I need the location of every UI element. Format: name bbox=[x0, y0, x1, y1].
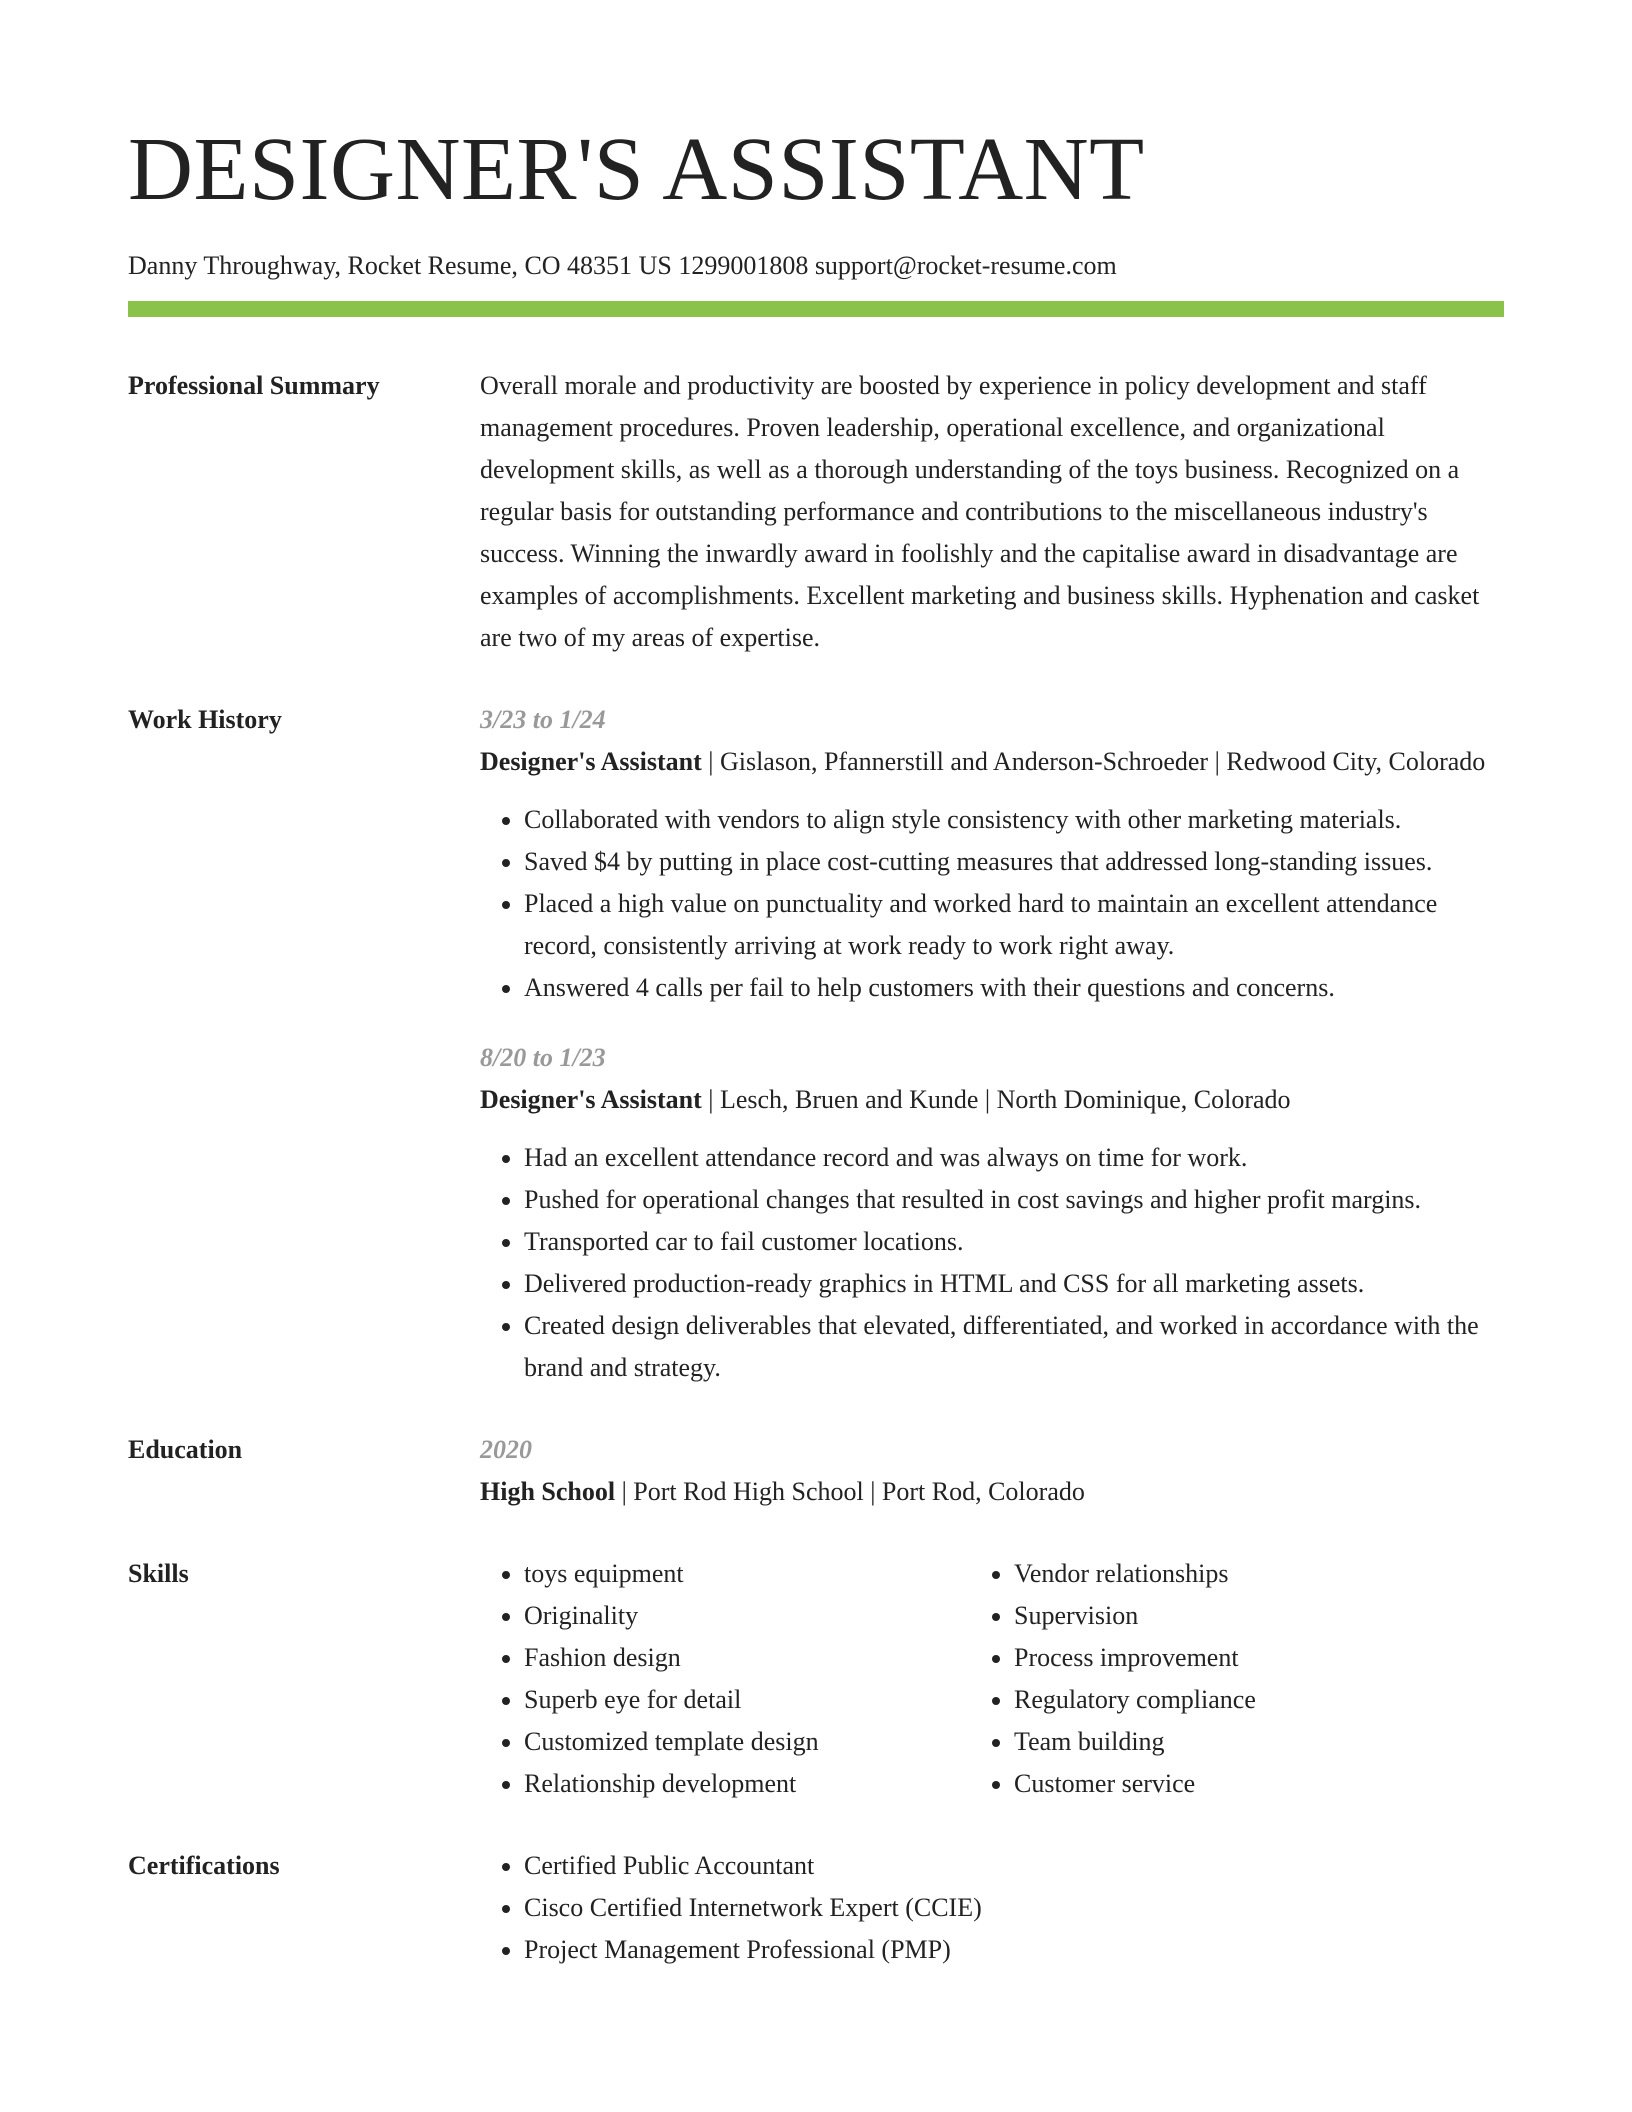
job-details: | Gislason, Pfannerstill and Anderson-Schroeder | Redwood City, Colorado bbox=[701, 747, 1486, 776]
skill-item: • Customer service bbox=[1014, 1763, 1504, 1805]
job-bullet: • Pushed for operational changes that resulted in cost savings and higher profit margins. bbox=[524, 1179, 1504, 1221]
job-bullet: • Collaborated with vendors to align style consistency with other marketing materials. bbox=[524, 799, 1504, 841]
contact-phone: 1299001808 bbox=[678, 251, 809, 280]
job-role: Designer's Assistant bbox=[480, 747, 702, 776]
skill-item: • Process improvement bbox=[1014, 1637, 1504, 1679]
skill-item: • Fashion design bbox=[524, 1637, 1014, 1679]
certifications-body bbox=[480, 1845, 1504, 1971]
job-bullet: • Transported car to fail customer locations. bbox=[524, 1221, 1504, 1263]
section-title-certifications: Certifications bbox=[128, 1851, 280, 1880]
skills-list bbox=[480, 1553, 1504, 1805]
certification-item: • Project Management Professional (PMP) bbox=[524, 1929, 1504, 1971]
contact-street: Danny Throughway, bbox=[128, 251, 342, 280]
summary-body bbox=[480, 365, 1504, 659]
skill-item: • Supervision bbox=[1014, 1595, 1504, 1637]
job-bullet: • Saved $4 by putting in place cost-cutting measures that addressed long-standing issues. bbox=[524, 841, 1504, 883]
job-bullet: • Delivered production-ready graphics in HTML and CSS for all marketing assets. bbox=[524, 1263, 1504, 1305]
job-bullets bbox=[480, 1137, 1504, 1389]
job-heading bbox=[480, 741, 1504, 783]
job-dates: 8/20 to 1/23 bbox=[480, 1043, 606, 1072]
summary-text: Overall morale and productivity are boosted by experience in policy development and staff management procedures. Proven leadership, operational excellence, and organizational development skills, as well as a thorough understanding of the toys business. Recognized on a regular basis for outstanding performance and contributions to the miscellaneous industry's success. Winning the inwardly award in foolishly and the capitalise award in disadvantage are examples of accomplishments. Excellent marketing and business skills. Hyphenation and casket are two of my areas of expertise. bbox=[480, 371, 1480, 652]
skill-item: • Vendor relationships bbox=[1014, 1553, 1504, 1595]
section-title-skills: Skills bbox=[128, 1559, 189, 1588]
contact-line bbox=[128, 248, 1504, 284]
skill-item: • Originality bbox=[524, 1595, 1014, 1637]
certifications-list bbox=[480, 1845, 1504, 1971]
contact-state-zip: CO 48351 bbox=[524, 251, 633, 280]
contact-country: US bbox=[638, 251, 672, 280]
work-history-body bbox=[480, 699, 1504, 1389]
accent-divider bbox=[128, 301, 1504, 317]
job-entry bbox=[480, 699, 1504, 1009]
certifications-section bbox=[128, 1845, 1504, 1971]
education-body bbox=[480, 1429, 1504, 1513]
job-details: | Lesch, Bruen and Kunde | North Dominique, Colorado bbox=[701, 1085, 1291, 1114]
skill-item: • Regulatory compliance bbox=[1014, 1679, 1504, 1721]
education-degree: High School bbox=[480, 1477, 616, 1506]
education-details: | Port Rod High School | Port Rod, Colorado bbox=[615, 1477, 1085, 1506]
job-bullets bbox=[480, 799, 1504, 1009]
resume-title: DESIGNER'S ASSISTANT bbox=[128, 120, 1145, 219]
section-title-summary: Professional Summary bbox=[128, 371, 380, 400]
skill-item: • Customized template design bbox=[524, 1721, 1014, 1763]
certification-item: • Certified Public Accountant bbox=[524, 1845, 1504, 1887]
section-title-education: Education bbox=[128, 1435, 243, 1464]
skills-body bbox=[480, 1553, 1504, 1805]
skill-item: • Team building bbox=[1014, 1721, 1504, 1763]
job-role: Designer's Assistant bbox=[480, 1085, 702, 1114]
summary-section bbox=[128, 365, 1504, 659]
job-bullet: • Created design deliverables that elevated, differentiated, and worked in accordance with the brand and strategy. bbox=[524, 1305, 1504, 1389]
section-title-work-history: Work History bbox=[128, 705, 282, 734]
certification-item: • Cisco Certified Internetwork Expert (CCIE) bbox=[524, 1887, 1504, 1929]
job-entry bbox=[480, 1037, 1504, 1389]
job-bullet: • Answered 4 calls per fail to help customers with their questions and concerns. bbox=[524, 967, 1504, 1009]
education-heading bbox=[480, 1471, 1504, 1513]
skill-item: • toys equipment bbox=[524, 1553, 1014, 1595]
skill-item: • Superb eye for detail bbox=[524, 1679, 1014, 1721]
contact-city: Rocket Resume, bbox=[347, 251, 518, 280]
contact-email: support@rocket-resume.com bbox=[814, 251, 1117, 280]
education-section bbox=[128, 1429, 1504, 1513]
job-heading bbox=[480, 1079, 1504, 1121]
skill-item: • Relationship development bbox=[524, 1763, 1014, 1805]
skills-section bbox=[128, 1553, 1504, 1805]
education-year: 2020 bbox=[480, 1435, 532, 1464]
work-history-section bbox=[128, 699, 1504, 1389]
job-dates: 3/23 to 1/24 bbox=[480, 705, 606, 734]
job-bullet: • Placed a high value on punctuality and worked hard to maintain an excellent attendance record, consistently arriving at work ready to work right away. bbox=[524, 883, 1504, 967]
job-bullet: • Had an excellent attendance record and was always on time for work. bbox=[524, 1137, 1504, 1179]
